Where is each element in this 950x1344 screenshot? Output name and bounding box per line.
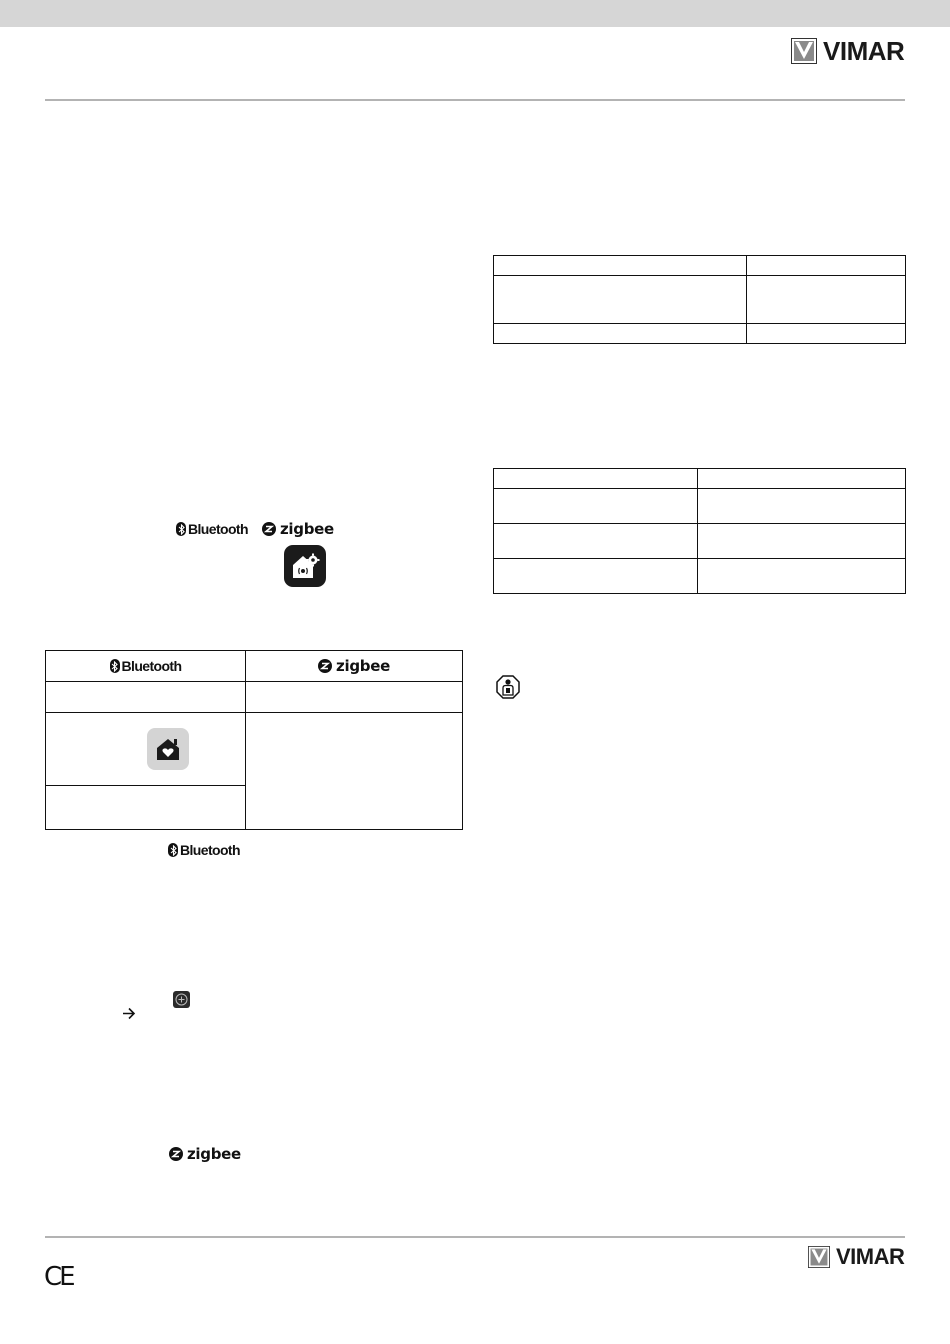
arrow-right-icon: [122, 1007, 136, 1020]
bluetooth-label: Bluetooth: [180, 842, 240, 858]
bluetooth-logo: [110, 658, 182, 674]
zigbee-label: zigbee: [336, 657, 390, 675]
table-cell-zigbee-header: [246, 651, 463, 682]
bluetooth-label: Bluetooth: [188, 521, 248, 537]
table-cell: [698, 559, 906, 594]
plus-circle-icon: [173, 991, 190, 1008]
home-app-icon: [147, 728, 189, 770]
table-cell: [246, 682, 463, 713]
right-table-1: [493, 255, 906, 344]
table-cell: [698, 469, 906, 489]
table-row: [494, 324, 906, 344]
table-row: [46, 682, 463, 713]
table-cell: [747, 256, 906, 276]
table-row: [494, 559, 906, 594]
footer-divider: [45, 1236, 905, 1238]
bluetooth-icon: [168, 843, 178, 857]
table-cell: [46, 713, 246, 786]
vimar-logo-footer: [808, 1246, 904, 1268]
table-row: [494, 256, 906, 276]
zigbee-label: zigbee: [280, 520, 334, 538]
table-cell: [46, 682, 246, 713]
zigbee-icon: [318, 659, 332, 673]
header-divider: [45, 99, 905, 101]
table-cell: [246, 713, 463, 830]
house-heart-app-icon: [155, 737, 181, 761]
table-row: [494, 524, 906, 559]
table-cell: [46, 786, 246, 830]
table-row: [494, 489, 906, 524]
table-row: [46, 651, 463, 682]
ce-mark: CE: [44, 1262, 73, 1292]
zigbee-logo: [169, 1145, 241, 1163]
brand-name: VIMAR: [823, 36, 905, 66]
qualified-installer-icon: [496, 675, 520, 699]
house-gear-app-icon: [290, 552, 320, 580]
table-cell: [494, 276, 747, 324]
right-table-2: [493, 468, 906, 594]
zigbee-icon: [262, 522, 276, 536]
table-cell: [494, 524, 698, 559]
bluetooth-label: Bluetooth: [121, 658, 182, 674]
table-cell: [494, 559, 698, 594]
table-row: [494, 469, 906, 489]
table-cell: [698, 489, 906, 524]
vimar-logo-header: [791, 38, 904, 64]
table-cell: [494, 489, 698, 524]
table-cell: [747, 276, 906, 324]
vimar-shield-icon: [791, 38, 817, 64]
table-cell: [698, 524, 906, 559]
zigbee-label: zigbee: [187, 1145, 241, 1163]
protocol-table: [45, 650, 463, 830]
table-cell-bluetooth-header: [46, 651, 246, 682]
bluetooth-icon: [110, 659, 120, 673]
installer-app-icon: [284, 545, 326, 587]
top-band: [0, 0, 950, 27]
table-cell: [494, 256, 747, 276]
table-cell: [494, 324, 747, 344]
vimar-shield-icon: [808, 1246, 830, 1268]
zigbee-logo: [262, 520, 334, 538]
table-row: [494, 276, 906, 324]
zigbee-icon: [169, 1147, 183, 1161]
bluetooth-icon: [176, 522, 186, 536]
brand-name: VIMAR: [836, 1244, 905, 1269]
table-row: [46, 713, 463, 786]
zigbee-logo: [318, 657, 390, 675]
bluetooth-logo: [168, 842, 240, 858]
table-cell: [747, 324, 906, 344]
table-cell: [494, 469, 698, 489]
bluetooth-logo: [176, 521, 248, 537]
